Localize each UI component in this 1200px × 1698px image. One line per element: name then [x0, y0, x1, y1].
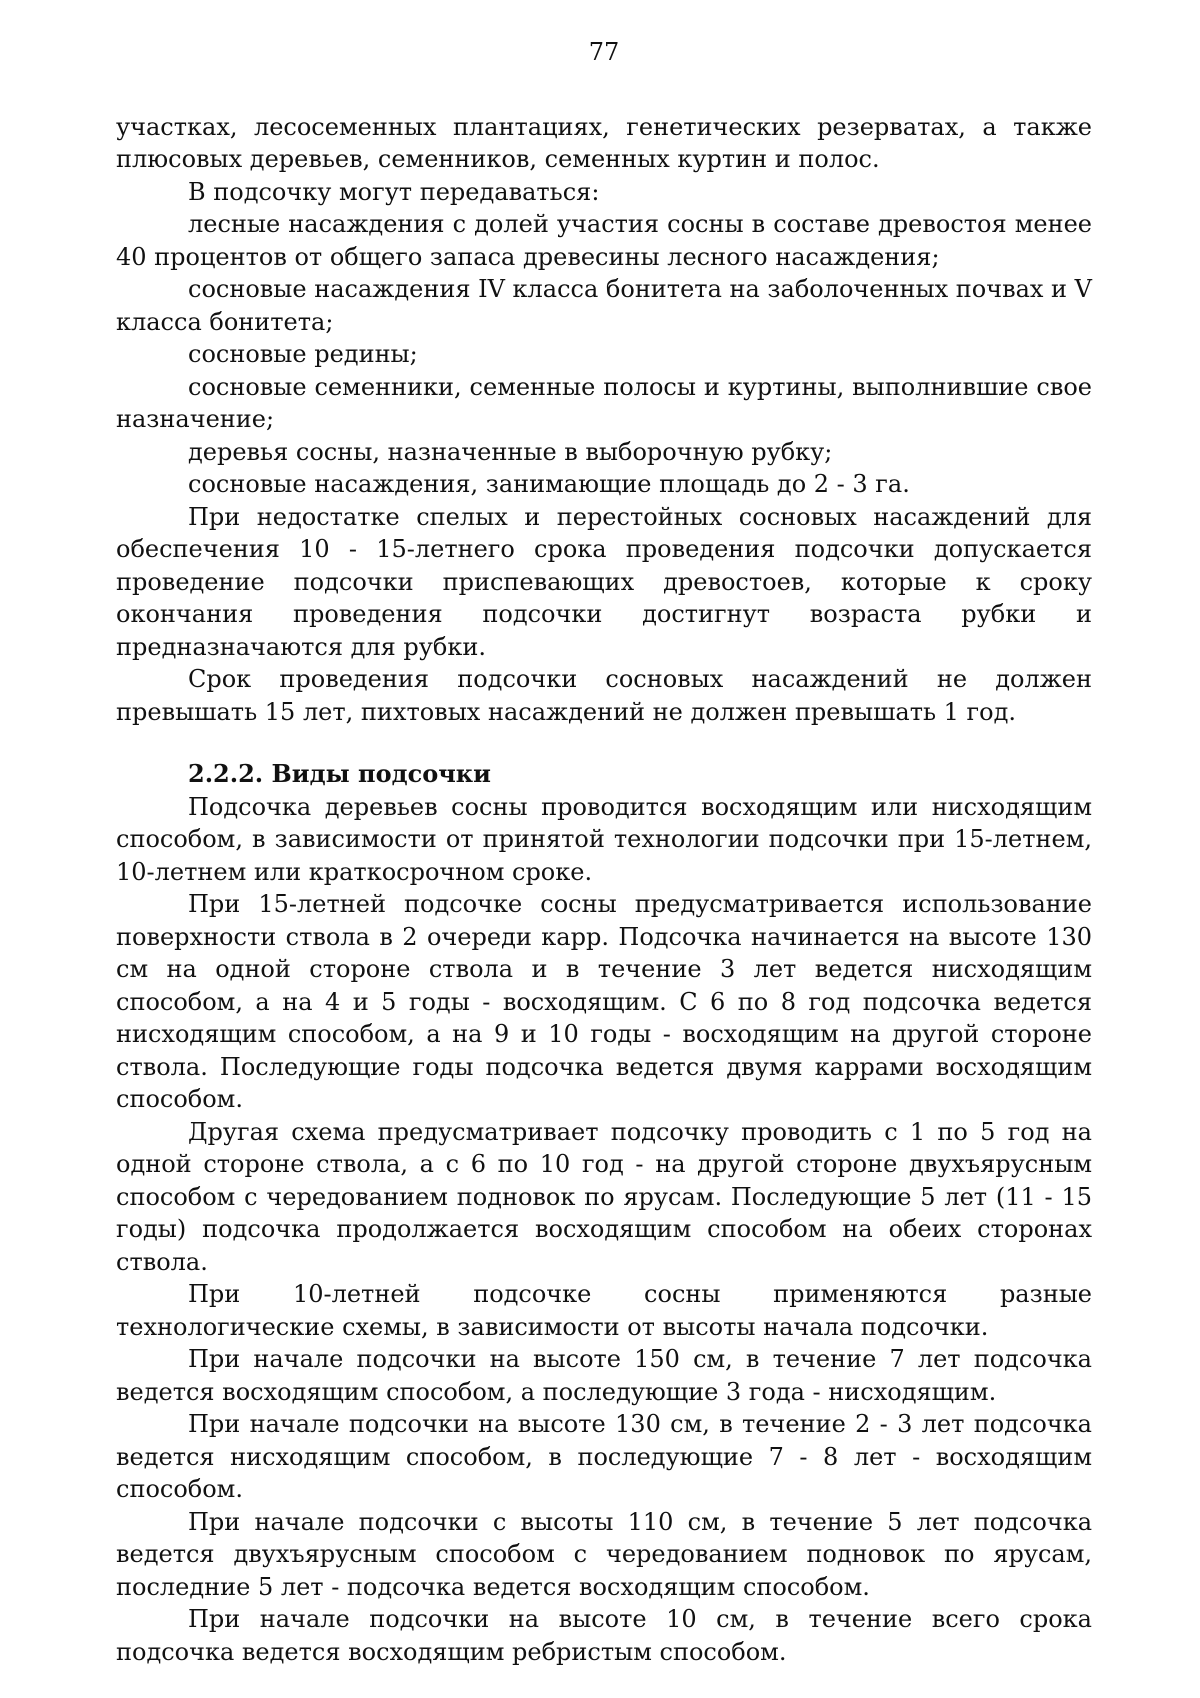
paragraph: Срок проведения подсочки сосновых насаждений не должен превышать 15 лет, пихтовых насаждений не должен превышать 1 год.	[116, 665, 1092, 726]
paragraph: При начале подсочки с высоты 110 см, в течение 5 лет подсочка ведется двухъярусным способом с чередованием подновок по ярусам, последние 5 лет - подсочка ведется восходящим способом.	[116, 1507, 1092, 1601]
paragraph: участках, лесосеменных плантациях, генетических резерватах, а также плюсовых деревьев, семенников, семенных куртин и полос.	[116, 112, 1092, 173]
list-item: сосновые насаждения, занимающие площадь до 2 - 3 га.	[188, 470, 910, 498]
text-block-after	[116, 791, 1092, 1669]
paragraph: В подсочку могут передаваться:	[188, 177, 600, 206]
text-block-before	[116, 111, 1092, 729]
list-item: сосновые семенники, семенные полосы и куртины, выполнившие свое назначение;	[116, 372, 1092, 433]
paragraph: При 10-летней подсочке сосны применяются разные технологические схемы, в зависимости от высоты начала подсочки.	[116, 1280, 1092, 1341]
list-item: сосновые редины;	[188, 340, 418, 368]
list-item: сосновые насаждения IV класса бонитета на заболоченных почвах и V класса бонитета;	[116, 275, 1093, 336]
paragraph: При недостатке спелых и перестойных сосновых насаждений для обеспечения 10 - 15-летнего срока проведения подсочки допускается проведение подсочки приспевающих древостоев, которые к сроку окончания проведения подсочки достигнут возраста рубки и предназначаются для рубки.	[116, 502, 1092, 661]
paragraph: При 15-летней подсочке сосны предусматривается использование поверхности ствола в 2 очереди карр. Подсочка начинается на высоте 130 см на одной стороне ствола и в течение 3 лет ведется нисходящим способом, а на 4 и 5 годы - восходящим. С 6 по 8 год подсочка ведется нисходящим способом, а на 9 и 10 годы - восходящим на другой стороне ствола. Последующие годы подсочка ведется двумя каррами восходящим способом.	[116, 890, 1092, 1113]
section-heading: 2.2.2. Виды подсочки	[188, 759, 491, 788]
paragraph: При начале подсочки на высоте 10 см, в течение всего срока подсочка ведется восходящим ребристым способом.	[116, 1605, 1092, 1666]
paragraph: При начале подсочки на высоте 150 см, в течение 7 лет подсочка ведется восходящим способом, а последующие 3 года - нисходящим.	[116, 1345, 1092, 1406]
list-item: лесные насаждения с долей участия сосны в составе древостоя менее 40 процентов от общего запаса древесины лесного насаждения;	[116, 210, 1092, 271]
paragraph: При начале подсочки на высоте 130 см, в течение 2 - 3 лет подсочка ведется нисходящим способом, в последующие 7 - 8 лет - восходящим способом.	[116, 1410, 1092, 1503]
paragraph: Подсочка деревьев сосны проводится восходящим или нисходящим способом, в зависимости от принятой технологии подсочки при 15-летнем, 10-летнем или краткосрочном сроке.	[116, 792, 1092, 886]
paragraph: Другая схема предусматривает подсочку проводить с 1 по 5 год на одной стороне ствола, а с 6 по 10 год - на другой стороне двухъярусным способом с чередованием подновок по ярусам. Последующие 5 лет (11 - 15 годы) подсочка продолжается восходящим способом на обеих сторонах ствола.	[116, 1117, 1092, 1276]
page-number: 77	[588, 38, 620, 66]
list-item: деревья сосны, назначенные в выборочную рубку;	[188, 437, 833, 466]
